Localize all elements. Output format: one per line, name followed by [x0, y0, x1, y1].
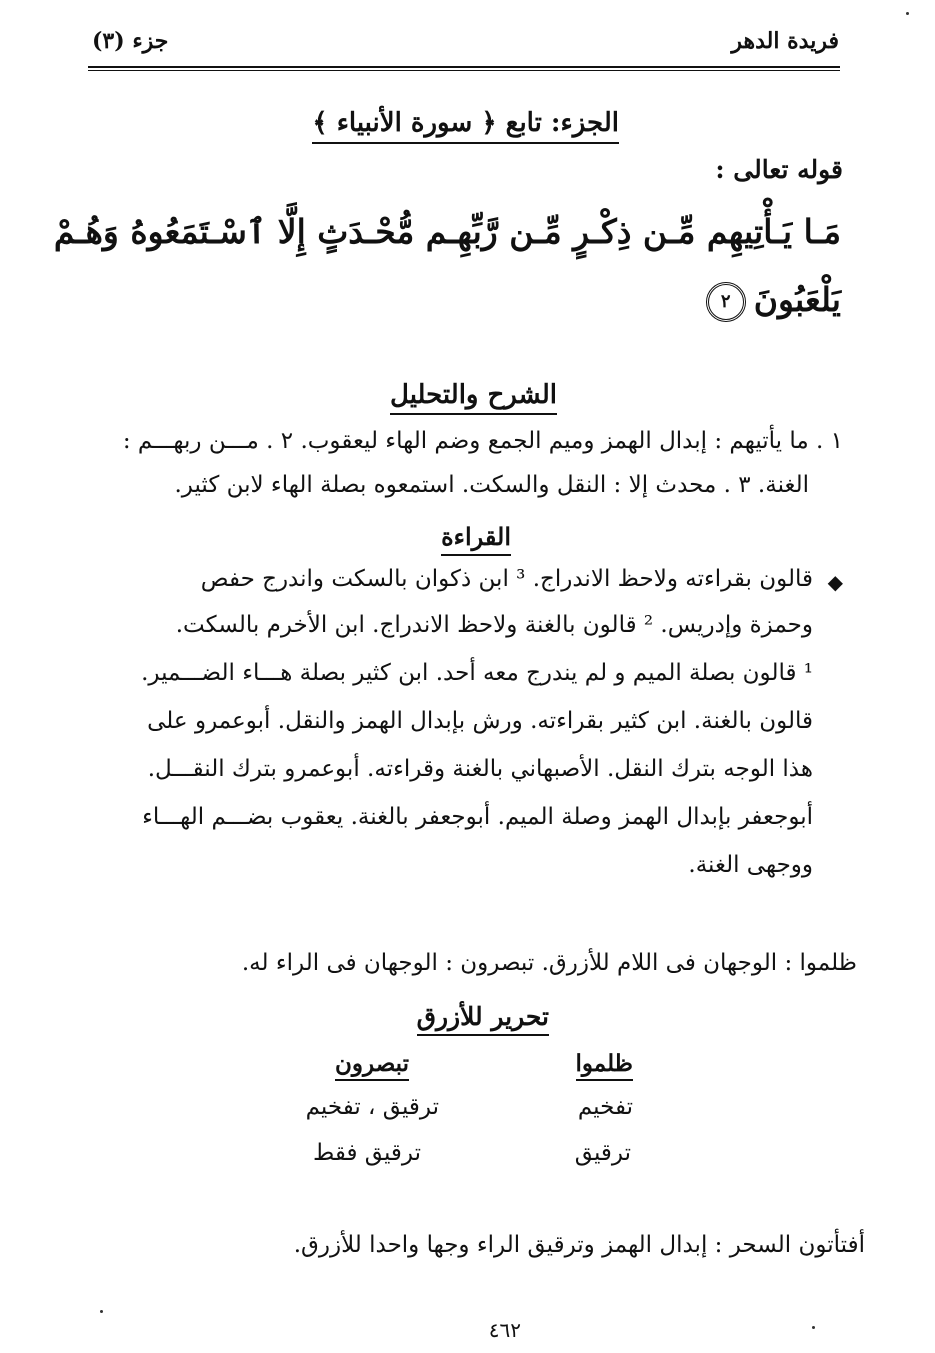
verse-line-1: مَـا يَـأْتِيهِم مِّـن ذِكْـرٍ مِّـن رَّبِّهِـم مُّحْـدَثٍ إِلَّا ٱسْـتَمَعُوهُ وَهُـمْ: [53, 212, 841, 251]
table-row-2-col1: ترقيق: [574, 1140, 631, 1166]
final-note: أفتأتون السحر : إبدال الهمز وترقيق الراء وجها واحدا للأزرق.: [293, 1232, 865, 1258]
table-row-1-col1: تفخيم: [577, 1094, 633, 1120]
verse-intro: قوله تعالى :: [715, 155, 843, 184]
page-number: ٤٦٢: [488, 1318, 521, 1342]
reading-line-7: ووجهى الغنة.: [688, 852, 813, 878]
table-row-1-col2: ترقيق ، تفخيم: [305, 1094, 439, 1120]
azraq-table-title: تحرير للأزرق: [417, 1002, 549, 1036]
explanation-line-1: ١ . ما يأتيهم : إبدال الهمز وميم الجمع وضم الهاء ليعقوب. ٢ . مـــن ربهـــم :: [122, 428, 843, 454]
explanation-line-2: الغنة. ٣ . محدث إلا : النقل والسكت. استمعوه بصلة الهاء لابن كثير.: [174, 472, 809, 498]
reading-line-5: هذا الوجه بترك النقل. الأصبهاني بالغنة وقراءته. أبوعمرو بترك النقـــل.: [147, 756, 813, 782]
reading-line-6: أبوجعفر بإبدال الهمز وصلة الميم. أبوجعفر بالغنة. يعقوب بضـــم الهـــاء: [142, 804, 813, 830]
scan-speck: [906, 12, 909, 15]
reading-line-2: وحمزة وإدريس. ² قالون بالغنة ولاحظ الاندراج. ابن الأخرم بالسكت.: [175, 612, 813, 638]
book-title: فريدة الدهر: [731, 28, 839, 54]
ayah-number-badge: ٢: [706, 282, 746, 322]
reading-title: القراءة: [441, 522, 511, 556]
header-rule: [88, 66, 840, 68]
header-rule-thin: [88, 70, 840, 71]
table-header-col1: ظلموا: [576, 1050, 634, 1081]
reading-line-4: قالون بالغنة. ابن كثير بقراءته. ورش بإبدال الهمز والنقل. أبوعمرو على: [147, 708, 813, 734]
azraq-note: ظلموا : الوجهان فى اللام للأزرق. تبصرون : الوجهان فى الراء له.: [241, 950, 857, 976]
table-row-2-col2: ترقيق فقط: [313, 1140, 421, 1166]
verse-line-2-text: يَلْعَبُونَ: [753, 280, 841, 319]
reading-line-1: قالون بقراءته ولاحظ الاندراج. ³ ابن ذكوان بالسكت واندرج حفص: [200, 566, 813, 592]
explanation-title: الشرح والتحليل: [390, 380, 557, 415]
part-title: الجزء: تابع ﴿ سورة الأنبياء ﴾: [312, 108, 619, 144]
volume-label: جزء (٣): [92, 28, 169, 54]
verse-line-2: [706, 280, 841, 322]
bullet-icon: ◆: [827, 570, 843, 594]
scan-speck: [812, 1326, 815, 1329]
reading-line-3: ¹ قالون بصلة الميم و لم يندرج معه أحد. ابن كثير بصلة هـــاء الضـــمير.: [141, 660, 813, 686]
scan-speck: [100, 1310, 103, 1313]
table-header-col2: تبصرون: [335, 1050, 409, 1081]
